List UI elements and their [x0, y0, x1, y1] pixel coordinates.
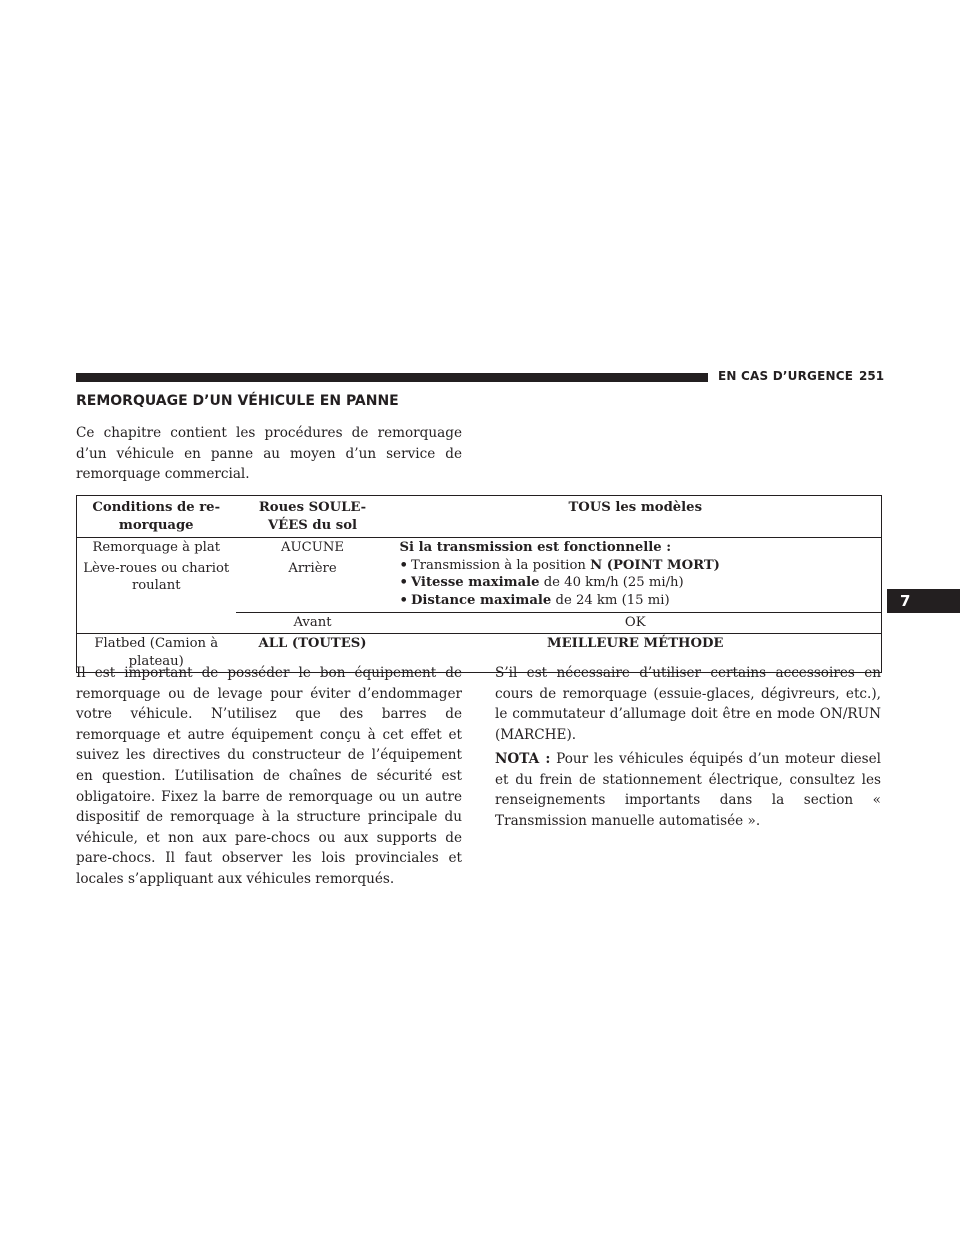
bullet-bold: N (POINT MORT)	[590, 557, 720, 573]
bullet-icon: •	[399, 592, 408, 608]
page-number: 251	[859, 369, 885, 383]
equipment-paragraph: Il est important de posséder le bon équipement de remorquage ou de levage pour éviter d’endommager votre véhicule. N’utilisez que des barres de remorquage et autre équipement conçu à cet effet et suivez les directives du constructeur de l’équipement en question. L’utilisation de chaînes de sécurité est obligatoire. Fixez la barre de remorquage ou un autre dispositif de remorquage à la structure principale du véhicule, et non aux pare-chocs ou aux supports de pare-chocs. Il faut observer les lois provinciales et locales s’appliquant aux véhicules remorqués.	[76, 665, 462, 887]
header-models: TOUS les modèles	[390, 496, 882, 538]
flatbed-condition: Flatbed (Camion à plateau)	[77, 634, 236, 673]
bullet-bold: Distance maximale	[410, 592, 552, 608]
intro-paragraph: Ce chapitre contient les procédures de remorquage d’un véhicule en panne au moyen d’un service de remorquage commercial.	[76, 425, 462, 483]
bullet-icon: •	[399, 575, 408, 591]
note-text: Pour les véhicules équipés d’un moteur diesel et du frein de stationnement électrique, consultez les renseignements importants dans la section « Transmission manuelle automatisée ».	[495, 751, 882, 829]
header-conditions: Conditions de re-morquage	[77, 496, 236, 538]
header-wheels: Roues SOULE-VÉES du sol	[236, 496, 390, 538]
wheel-lift-front-value: OK	[390, 612, 882, 634]
wheel-lift-front: Avant	[293, 614, 332, 630]
wheel-lift-condition: Lève-roues ou chariot roulant	[77, 559, 236, 634]
bullet-bold: Vitesse maximale	[410, 575, 540, 591]
list-item	[400, 557, 876, 575]
bullet-text: Transmission à la position	[410, 557, 586, 573]
note-paragraph	[495, 749, 881, 831]
list-item	[400, 592, 876, 610]
bullet-text: de 24 km (15 mi)	[555, 592, 670, 608]
flatbed-value: MEILLEURE MÉTHODE	[390, 634, 882, 673]
operational-heading: Si la transmission est fonctionnelle :	[399, 540, 672, 556]
note-label: NOTA :	[495, 751, 551, 767]
header-rule	[76, 373, 708, 382]
list-item	[400, 574, 876, 592]
bullet-icon: •	[399, 557, 408, 573]
section-title: REMORQUAGE D’UN VÉHICULE EN PANNE	[76, 393, 399, 409]
flatbed-wheels: ALL (TOUTES)	[236, 634, 390, 673]
chapter-tab: 7	[887, 589, 960, 613]
accessories-paragraph: S’il est nécessaire d’utiliser certains accessoires en cours de remorquage (essuie-glaces, dégivreurs, etc.), le commutateur d’allumage doit être en mode ON/RUN (MARCHE).	[495, 665, 881, 743]
running-header-section: EN CAS D’URGENCE	[718, 369, 854, 383]
flat-tow-condition: Remorquage à plat	[77, 538, 236, 559]
table-row	[77, 538, 882, 559]
towing-table	[76, 495, 882, 673]
wheel-lift-rear: Arrière	[236, 559, 390, 612]
flat-tow-wheels: AUCUNE	[280, 540, 344, 556]
bullet-text: de 40 km/h (25 mi/h)	[543, 575, 684, 591]
operational-instructions-cell	[390, 538, 882, 612]
table-header-row	[77, 496, 882, 538]
